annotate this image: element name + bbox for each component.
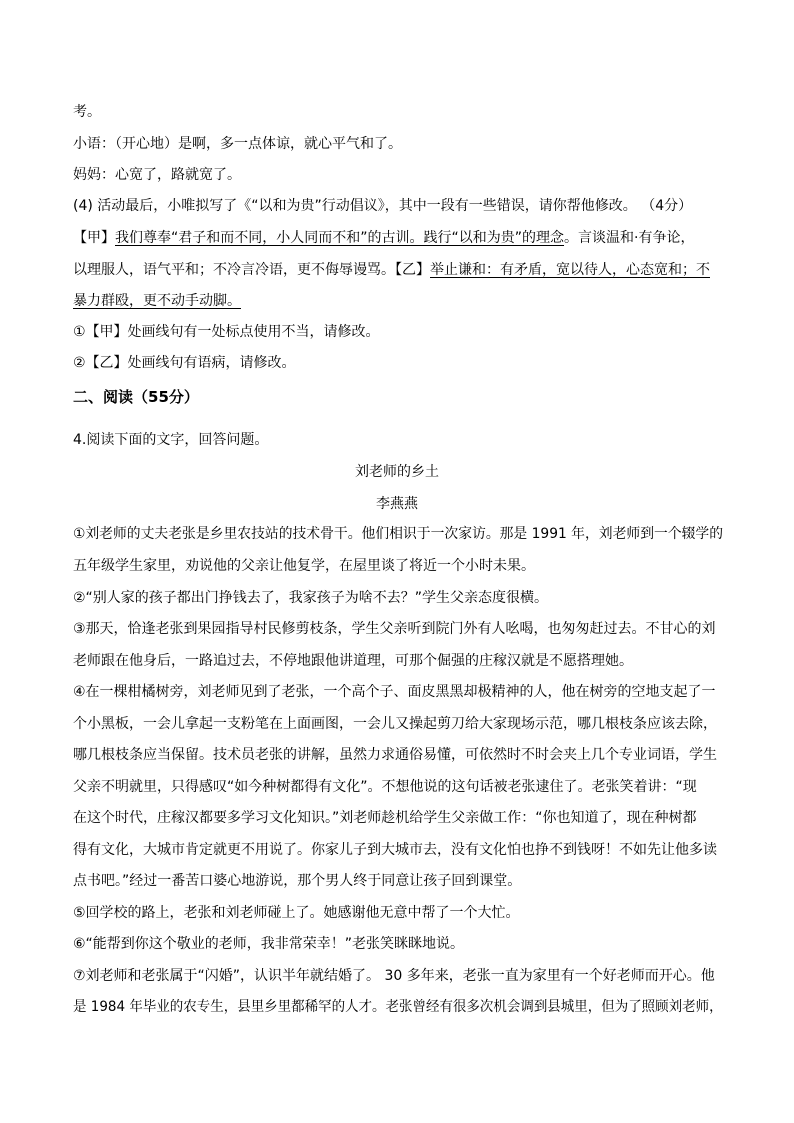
proposal-line-2 bbox=[73, 260, 710, 280]
paragraph-7-line-1: ⑦刘老师和老张属于“闪婚”，认识半年就结婚了。 30 多年来，老张一直为家里有一个好老师而开心。他 bbox=[73, 968, 715, 984]
dialogue-line-xiaoyu: 小语：（开心地）是啊，多一点体谅，就心平气和了。 bbox=[73, 136, 402, 152]
article-author: 李燕燕 bbox=[376, 496, 418, 512]
paragraph-4-line-4: 父亲不明就里，只得感叹“如今种树都得有文化”。不想他说的这句话被老张逮住了。老张笑着讲：“现 bbox=[73, 779, 697, 795]
sub-question-2: ②【乙】处画线句有语病，请修改。 bbox=[73, 355, 296, 371]
sub-question-1: ①【甲】处画线句有一处标点使用不当，请修改。 bbox=[73, 324, 380, 340]
question-4-prompt: 4.阅读下面的文字，回答问题。 bbox=[73, 432, 269, 448]
proposal-text: 。言谈温和·有争论， bbox=[564, 230, 695, 246]
paragraph-4-line-2: 个小黑板，一会儿拿起一支粉笔在上面画图，一会儿又操起剪刀给大家现场示范，哪几根枝条应该去除， bbox=[73, 716, 717, 732]
paragraph-3-line-1: ③那天，恰逢老张到果园指导村民修剪枝条，学生父亲听到院门外有人吆喝，也匆匆赶过去。不甘心的刘 bbox=[73, 621, 716, 637]
proposal-line-1 bbox=[73, 228, 694, 248]
paragraph-1-line-2: 五年级学生家里，劝说他的父亲让他复学，在屋里谈了将近一个小时未果。 bbox=[73, 558, 535, 574]
article-title: 刘老师的乡土 bbox=[355, 464, 439, 480]
paragraph-6: ⑥“能帮到你这个敬业的老师，我非常荣幸！”老张笑眯眯地说。 bbox=[73, 936, 465, 952]
paragraph-4-line-1: ④在一棵柑橘树旁，刘老师见到了老张，一个高个子、面皮黑黑却极精神的人，他在树旁的空地支起了一 bbox=[73, 684, 716, 700]
proposal-text: 以理服人，语气平和；不冷言冷语，更不侮辱谩骂。【乙】 bbox=[73, 262, 430, 278]
paragraph-1-line-1: ①刘老师的丈夫老张是乡里农技站的技术骨干。他们相识于一次家访。那是 1991 年，刘老师到一个辍学的 bbox=[73, 526, 724, 542]
paragraph-5: ⑤回学校的路上，老张和刘老师碰上了。她感谢他无意中帮了一个大忙。 bbox=[73, 905, 520, 921]
underlined-sentence-yi: 举止谦和：有矛盾，宽以待人，心态宽和；不 bbox=[430, 262, 710, 278]
question-4-4: (4) 活动最后，小唯拟写了《“以和为贵”行动倡议》，其中一段有一些错误，请你帮他修改。 （4分） bbox=[73, 198, 693, 214]
paragraph-4-line-5: 在这个时代，庄稼汉都要多学习文化知识。”刘老师趁机给学生父亲做工作：“你也知道了，现在种树都 bbox=[73, 810, 697, 826]
section-heading-reading: 二、阅读（55分） bbox=[73, 388, 199, 406]
dialogue-line-mother: 妈妈：心宽了，路就宽了。 bbox=[73, 167, 241, 183]
marker-jia: 【甲】 bbox=[73, 230, 115, 246]
paragraph-4-line-7: 点书吧。”经过一番苦口婆心地游说，那个男人终于同意让孩子回到课堂。 bbox=[73, 873, 522, 889]
paragraph-3-line-2: 老师跟在他身后，一路追过去，不停地跟他讲道理，可那个倔强的庄稼汉就是不愿搭理她。 bbox=[73, 653, 633, 669]
text-line: 考。 bbox=[73, 104, 101, 120]
paragraph-2: ②“别人家的孩子都出门挣钱去了，我家孩子为啥不去？”学生父亲态度很横。 bbox=[73, 590, 549, 606]
underlined-sentence-jia: 我们尊奉“君子和而不同，小人同而不和”的古训。践行“以和为贵”的理念 bbox=[115, 230, 565, 246]
paragraph-4-line-6: 得有文化，大城市肯定就更不用说了。你家儿子到大城市去，没有文化怕也挣不到钱呀！不如先让他多读 bbox=[73, 842, 717, 858]
underlined-sentence-yi-cont: 暴力群殴，更不动手动脚。 bbox=[73, 293, 241, 309]
paragraph-4-line-3: 哪几根枝条应当保留。技术员老张的讲解，虽然力求通俗易懂，可依然时不时会夹上几个专业词语，学生 bbox=[73, 747, 717, 763]
paragraph-7-line-2: 是 1984 年毕业的农专生，县里乡里都稀罕的人才。老张曾经有很多次机会调到县城里，但为了照顾刘老师， bbox=[73, 999, 723, 1015]
